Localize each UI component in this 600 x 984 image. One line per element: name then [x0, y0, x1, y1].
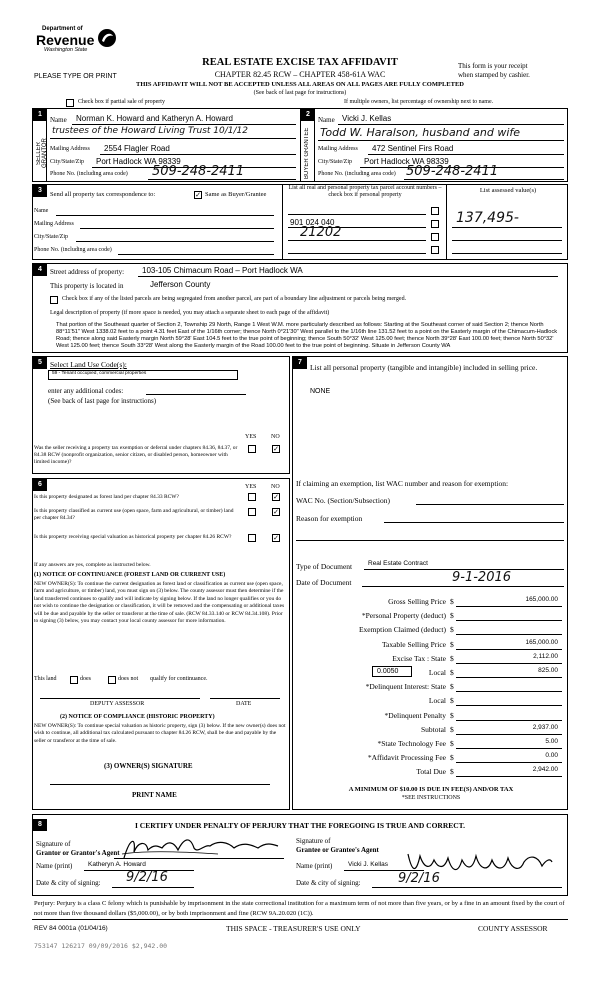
seller-side-label: SELLER GRANTOR — [36, 138, 48, 168]
tax-row-label: Gross Selling Price — [388, 597, 446, 606]
tax-row-label: Local — [428, 696, 446, 705]
s6-yes-header: YES — [245, 484, 257, 490]
section-7-number: 7 — [293, 357, 307, 369]
current-use-question: Is this property classified as current use (open space, farm and agricultural, or timber) land per chapter 84.34? — [34, 508, 234, 521]
personal-property-checkbox-4[interactable] — [431, 246, 439, 254]
parcel-number-1[interactable]: 901 024 040 — [290, 218, 335, 227]
send-correspondence-label: Send all property tax correspondence to: — [50, 191, 156, 198]
seller-city-label: City/State/Zip — [50, 159, 84, 165]
qualify-label: qualify for continuance. — [150, 676, 208, 682]
tax-row-value[interactable]: 2,112.00 — [533, 653, 558, 660]
dollar-sign: $ — [450, 696, 454, 705]
dollar-sign: $ — [450, 654, 454, 663]
tax-row-underline — [456, 620, 562, 621]
receipt-note-2: when stamped by cashier. — [458, 71, 530, 79]
section-5-number: 5 — [33, 357, 47, 369]
forest-yes-checkbox[interactable] — [248, 493, 256, 501]
personal-property-label: List all personal property (tangible and intangible) included in selling price. — [310, 363, 538, 372]
land-does-label: does — [80, 676, 91, 682]
treasurer-stamp: 753147 126217 09/09/2016 $2,942.00 — [34, 942, 168, 950]
minimum-due-note: A MINIMUM OF $10.00 IS DUE IN FEE(S) AND/OR TAX — [348, 786, 514, 793]
historic-yes-checkbox[interactable] — [248, 534, 256, 542]
exemption-yes-checkbox[interactable] — [248, 445, 256, 453]
current-use-yes-checkbox[interactable] — [248, 508, 256, 516]
notice-compliance-text: NEW OWNER(S): To continue special valuation as historic property, sign (3) below. If the new owner(s) does not wish to continue, all additional tax calculated pursuant to chapter 84.26 RCW, shall be due and payable by the seller or transferor at the time of sale. — [34, 723, 286, 744]
exemption-question: Was the seller receiving a property tax exemption or deferral under chapters 84.36, 84.37, or 84.38 RCW (nonprofit organization, senior citizen, or disabled person, homeowner with limited income)? — [34, 445, 238, 465]
located-in-label: This property is located in — [50, 282, 124, 290]
same-as-buyer-label: Same as Buyer/Grantee — [205, 191, 267, 198]
tax-row-label: Exemption Claimed (deduct) — [358, 625, 446, 634]
s5-no-header: NO — [271, 434, 280, 440]
form-number: REV 84 0001a (01/04/16) — [34, 925, 108, 932]
segregated-checkbox[interactable] — [50, 296, 58, 304]
if-any-yes-note: If any answers are yes, complete as instructed below. — [34, 562, 151, 568]
doc-type-value[interactable]: Real Estate Contract — [368, 560, 428, 567]
forest-land-question: Is this property designated as forest land per chapter 84.33 RCW? — [34, 494, 179, 500]
see-instructions-note: *SEE INSTRUCTIONS — [401, 795, 461, 801]
deputy-date-label: DATE — [236, 701, 252, 707]
form-warning: THIS AFFIDAVIT WILL NOT BE ACCEPTED UNLESS ALL AREAS ON ALL PAGES ARE FULLY COMPLETED — [136, 81, 464, 88]
tax-row-label: *State Technology Fee — [377, 739, 446, 748]
wac-label: WAC No. (Section/Subsection) — [296, 496, 390, 505]
personal-property-checkbox-2[interactable] — [431, 220, 439, 228]
notice-continuance-title: (1) NOTICE OF CONTINUANCE (FOREST LAND OR CURRENT USE) — [34, 572, 226, 578]
tax-row-label: Subtotal — [420, 725, 446, 734]
grantor-sig-label-2: Grantor or Grantor's Agent — [36, 849, 120, 857]
section-2-number: 2 — [301, 109, 315, 121]
deputy-assessor-label: DEPUTY ASSESSOR — [90, 701, 145, 707]
dollar-sign: $ — [450, 640, 454, 649]
grantor-name-value[interactable]: Katheryn A. Howard — [88, 861, 146, 868]
s3-mailing-label: Mailing Address — [34, 221, 74, 227]
tax-row-value[interactable]: 2,942.00 — [532, 766, 558, 773]
seller-city-value[interactable]: Port Hadlock WA 98339 — [96, 157, 181, 166]
grantee-name-label: Name (print) — [296, 862, 333, 870]
treasurer-use-label: THIS SPACE - TREASURER'S USE ONLY — [226, 924, 361, 933]
logo-line2: Revenue — [36, 32, 95, 48]
tax-row-value[interactable]: 825.00 — [538, 667, 558, 674]
buyer-city-value[interactable]: Port Hadlock WA 98339 — [364, 157, 449, 166]
dollar-sign: $ — [450, 625, 454, 634]
tax-row-label: *Affidavit Processing Fee — [367, 753, 446, 762]
tax-row-value[interactable]: 0.00 — [545, 752, 558, 759]
tax-row-label: *Delinquent Interest: State — [365, 682, 446, 691]
grantee-date-value[interactable]: 9/2/16 — [398, 871, 440, 886]
personal-property-checkbox-3[interactable] — [431, 233, 439, 241]
grantor-sig-label-1: Signature of — [36, 840, 71, 848]
tax-row-label: Local — [428, 668, 446, 677]
section-1-number: 1 — [33, 109, 47, 121]
section-6-number: 6 — [33, 479, 47, 491]
tax-row-label: Total Due — [416, 767, 446, 776]
tax-row-underline — [456, 606, 562, 607]
tax-row-value[interactable]: 2,937.00 — [532, 724, 558, 731]
tax-row-underline — [456, 762, 562, 763]
seller-name-line2[interactable]: trustees of the Howard Living Trust 10/1/12 — [52, 126, 248, 136]
legal-description-label: Legal description of property (if more space is needed, you may attach a separate sheet to each page of the affidavit) — [50, 310, 330, 316]
s3-city-label: City/State/Zip — [34, 234, 68, 240]
tax-row-value[interactable]: 165,000.00 — [525, 596, 558, 603]
dor-logo-mark-icon — [96, 27, 118, 49]
dollar-sign: $ — [450, 611, 454, 620]
tax-row-label: Taxable Selling Price — [381, 640, 446, 649]
seller-name-label: Name — [50, 116, 67, 124]
tax-row-label: *Personal Property (deduct) — [361, 611, 446, 620]
exemption-no-checkbox[interactable]: ✓ — [273, 445, 279, 453]
land-use-selected-value: 59 - Tenant occupied, commercial properties — [52, 371, 147, 376]
doc-date-label: Date of Document — [296, 578, 352, 587]
this-land-label: This land — [34, 676, 57, 682]
parcel-number-2[interactable]: 21202 — [300, 225, 342, 240]
additional-codes-label: enter any additional codes: — [48, 387, 124, 395]
seller-phone-label: Phone No. (including area code) — [50, 171, 128, 177]
partial-sale-checkbox[interactable] — [66, 99, 74, 107]
claim-exemption-label: If claiming an exemption, list WAC number and reason for exemption: — [296, 479, 509, 488]
tax-row-underline — [456, 677, 562, 678]
historic-question: Is this property receiving special valuation as historical property per chapter 84.26 RCW? — [34, 534, 232, 540]
buyer-side-label: BUYER GRANTEE — [304, 127, 310, 179]
tax-row-value[interactable]: 5.00 — [545, 738, 558, 745]
notice-continuance-text: NEW OWNER(S): To continue the current designation as forest land or classification as current use (open space, farm and agriculture, or timber) land, you must sign on (3) below. The county assessor must then determine if the land transferred continues to qualify and will indicate by signing below. If the land no longer qualifies or you do not wish to continue the designation or classification, it will be removed and the compensating or additional taxes will be due and payable by the seller or transferor at the time of sale. (RCW 84.33.140 or RCW 84.34.108). Prior to signing (3) below, you may contact your local county assessor for more information. — [34, 581, 285, 625]
section-4-number: 4 — [33, 264, 47, 276]
tax-row-underline — [456, 748, 562, 749]
segregated-label: Check box if any of the listed parcels are being segregated from another parcel, are part of a boundary line adjustment or parcels being merged. — [62, 296, 407, 302]
grantee-date-label: Date & city of signing: — [296, 879, 361, 887]
certify-statement: I CERTIFY UNDER PENALTY OF PERJURY THAT THE FOREGOING IS TRUE AND CORRECT. — [134, 821, 465, 830]
section-6-box — [32, 478, 290, 810]
dollar-sign: $ — [450, 739, 454, 748]
dollar-sign: $ — [450, 753, 454, 762]
tax-row-label: Excise Tax : State — [392, 654, 446, 663]
buyer-mailing-value[interactable]: 472 Sentinel Firs Road — [372, 144, 454, 153]
multiple-owners-note: If multiple owners, list percentage of ownership next to name. — [344, 99, 494, 105]
section-3-number: 3 — [33, 185, 47, 197]
form-title: REAL ESTATE EXCISE TAX AFFIDAVIT — [202, 57, 398, 68]
grantor-name-label: Name (print) — [36, 862, 73, 870]
tax-row-underline — [456, 705, 562, 706]
county-value[interactable]: Jefferson County — [150, 280, 211, 289]
same-as-buyer-checkbox[interactable]: ✓ — [195, 191, 201, 199]
tax-row-underline — [456, 734, 562, 735]
print-name-label: PRINT NAME — [132, 791, 177, 799]
buyer-phone-value[interactable]: 509-248-2411 — [406, 164, 499, 179]
dollar-sign: $ — [450, 725, 454, 734]
tax-row-label: *Delinquent Penalty — [384, 711, 446, 720]
buyer-mailing-label: Mailing Address — [318, 146, 358, 152]
s3-name-label: Name — [34, 208, 49, 214]
tax-row-underline — [456, 649, 562, 650]
dollar-sign: $ — [450, 668, 454, 677]
historic-no-checkbox[interactable]: ✓ — [273, 534, 279, 542]
tax-row-underline — [456, 720, 562, 721]
see-back-instructions: (See back of last page for instructions) — [253, 90, 347, 96]
street-address-value[interactable]: 103-105 Chimacum Road – Port Hadlock WA — [142, 266, 303, 275]
grantee-sig-label-1: Signature of — [296, 837, 331, 845]
grantor-date-value[interactable]: 9/2/16 — [126, 870, 168, 885]
assessed-value[interactable]: 137,495- — [456, 210, 519, 226]
dollar-sign: $ — [450, 767, 454, 776]
buyer-city-label: City/State/Zip — [318, 159, 352, 165]
reason-label: Reason for exemption — [296, 514, 363, 523]
land-does-not-checkbox[interactable] — [108, 676, 116, 684]
logo-line1: Department of — [42, 26, 83, 32]
land-does-checkbox[interactable] — [70, 676, 78, 684]
buyer-phone-label: Phone No. (including area code) — [318, 171, 396, 177]
street-address-label: Street address of property: — [50, 268, 125, 276]
dollar-sign: $ — [450, 682, 454, 691]
land-does-not-label: does not — [118, 676, 139, 682]
s6-no-header: NO — [271, 484, 280, 490]
seller-phone-value[interactable]: 509-248-2411 — [152, 164, 245, 179]
local-tax-rate[interactable]: 0.0050 — [372, 666, 412, 677]
dollar-sign: $ — [450, 597, 454, 606]
personal-property-value[interactable]: NONE — [310, 388, 331, 395]
please-type: PLEASE TYPE OR PRINT — [34, 73, 117, 80]
receipt-note-1: This form is your receipt — [458, 62, 528, 70]
form-chapter: CHAPTER 82.45 RCW – CHAPTER 458-61A WAC — [214, 70, 386, 79]
grantee-sig-label-2: Grantee or Grantee's Agent — [296, 846, 379, 854]
assessed-value-header: List assessed value(s) — [479, 187, 537, 194]
seller-mailing-value[interactable]: 2554 Flagler Road — [104, 144, 170, 153]
parcel-list-header: List all real and personal property tax parcel account numbers – check box if personal property — [288, 185, 442, 198]
logo-line3: Washington State — [44, 47, 88, 53]
perjury-notice: Perjury: Perjury is a class C felony which is punishable by imprisonment in the state correctional institution for a maximum term of not more than five years, or by a fine in an amount fixed by the court of not more than five thousand dollars ($5,000.00), or by both imprisonment and fine (RCW 9A.20.020 (1C)). — [34, 900, 565, 917]
seller-name-value[interactable]: Norman K. Howard and Katheryn A. Howard — [76, 114, 233, 123]
land-use-label: Select Land Use Code(s): — [50, 360, 127, 369]
notice-compliance-title: (2) NOTICE OF COMPLIANCE (HISTORIC PROPERTY) — [60, 714, 215, 720]
buyer-name-label: Name — [318, 116, 335, 124]
grantor-date-label: Date & city of signing: — [36, 879, 101, 887]
dollar-sign: $ — [450, 711, 454, 720]
seller-mailing-label: Mailing Address — [50, 146, 90, 152]
tax-row-value[interactable]: 165,000.00 — [525, 639, 558, 646]
tax-row-underline — [456, 663, 562, 664]
owner-signature-label: (3) OWNER(S) SIGNATURE — [104, 762, 193, 770]
county-assessor-label: COUNTY ASSESSOR — [478, 924, 548, 933]
buyer-name-line2[interactable]: Todd W. Haralson, husband and wife — [320, 126, 521, 139]
s5-yes-header: YES — [245, 434, 257, 440]
legal-description-text[interactable]: That portion of the Southeast quarter of Section 2, Township 29 North, Range 1 West W.M. more particularly described as follows: Starting at the Southeast corner of said Section 2; thence North 88°11'51" West 1338.02 feet to a point 4.31 feet East of the 1/16th corner; thence North 0°21'30" West parallel to the 1/16th line 131.52 feet to a point on the Easterly margin of the Chimacum-Hadlock Road; thence along said Easterly margin North 59°28' East 104.5 feet to the true point of beginning; thence South 50°32' West 125.00 feet; thence North 39°28' East 100.00 feet; thence North 50°32' West 125.00 feet; thence South 33°28' West along the Easterly margin of the Road 100.00 feet to the true point of beginning. Situate in Jefferson County WA — [56, 322, 558, 349]
grantee-name-value[interactable]: Vicki J. Kellas — [348, 861, 388, 868]
personal-property-checkbox-1[interactable] — [431, 207, 439, 215]
s3-phone-label: Phone No. (including area code) — [34, 247, 112, 253]
forest-no-checkbox[interactable]: ✓ — [273, 493, 279, 501]
buyer-name-value[interactable]: Vicki J. Kellas — [342, 114, 392, 123]
section-8-number: 8 — [33, 819, 47, 831]
tax-row-underline — [456, 691, 562, 692]
doc-type-label: Type of Document — [296, 562, 353, 571]
tax-row-underline — [456, 776, 562, 777]
partial-sale-label: Check box if partial sale of property — [78, 99, 165, 105]
doc-date-value[interactable]: 9-1-2016 — [452, 570, 512, 585]
s5-see-back: (See back of last page for instructions) — [48, 397, 157, 405]
tax-row-underline — [456, 634, 562, 635]
current-use-no-checkbox[interactable]: ✓ — [273, 508, 279, 516]
